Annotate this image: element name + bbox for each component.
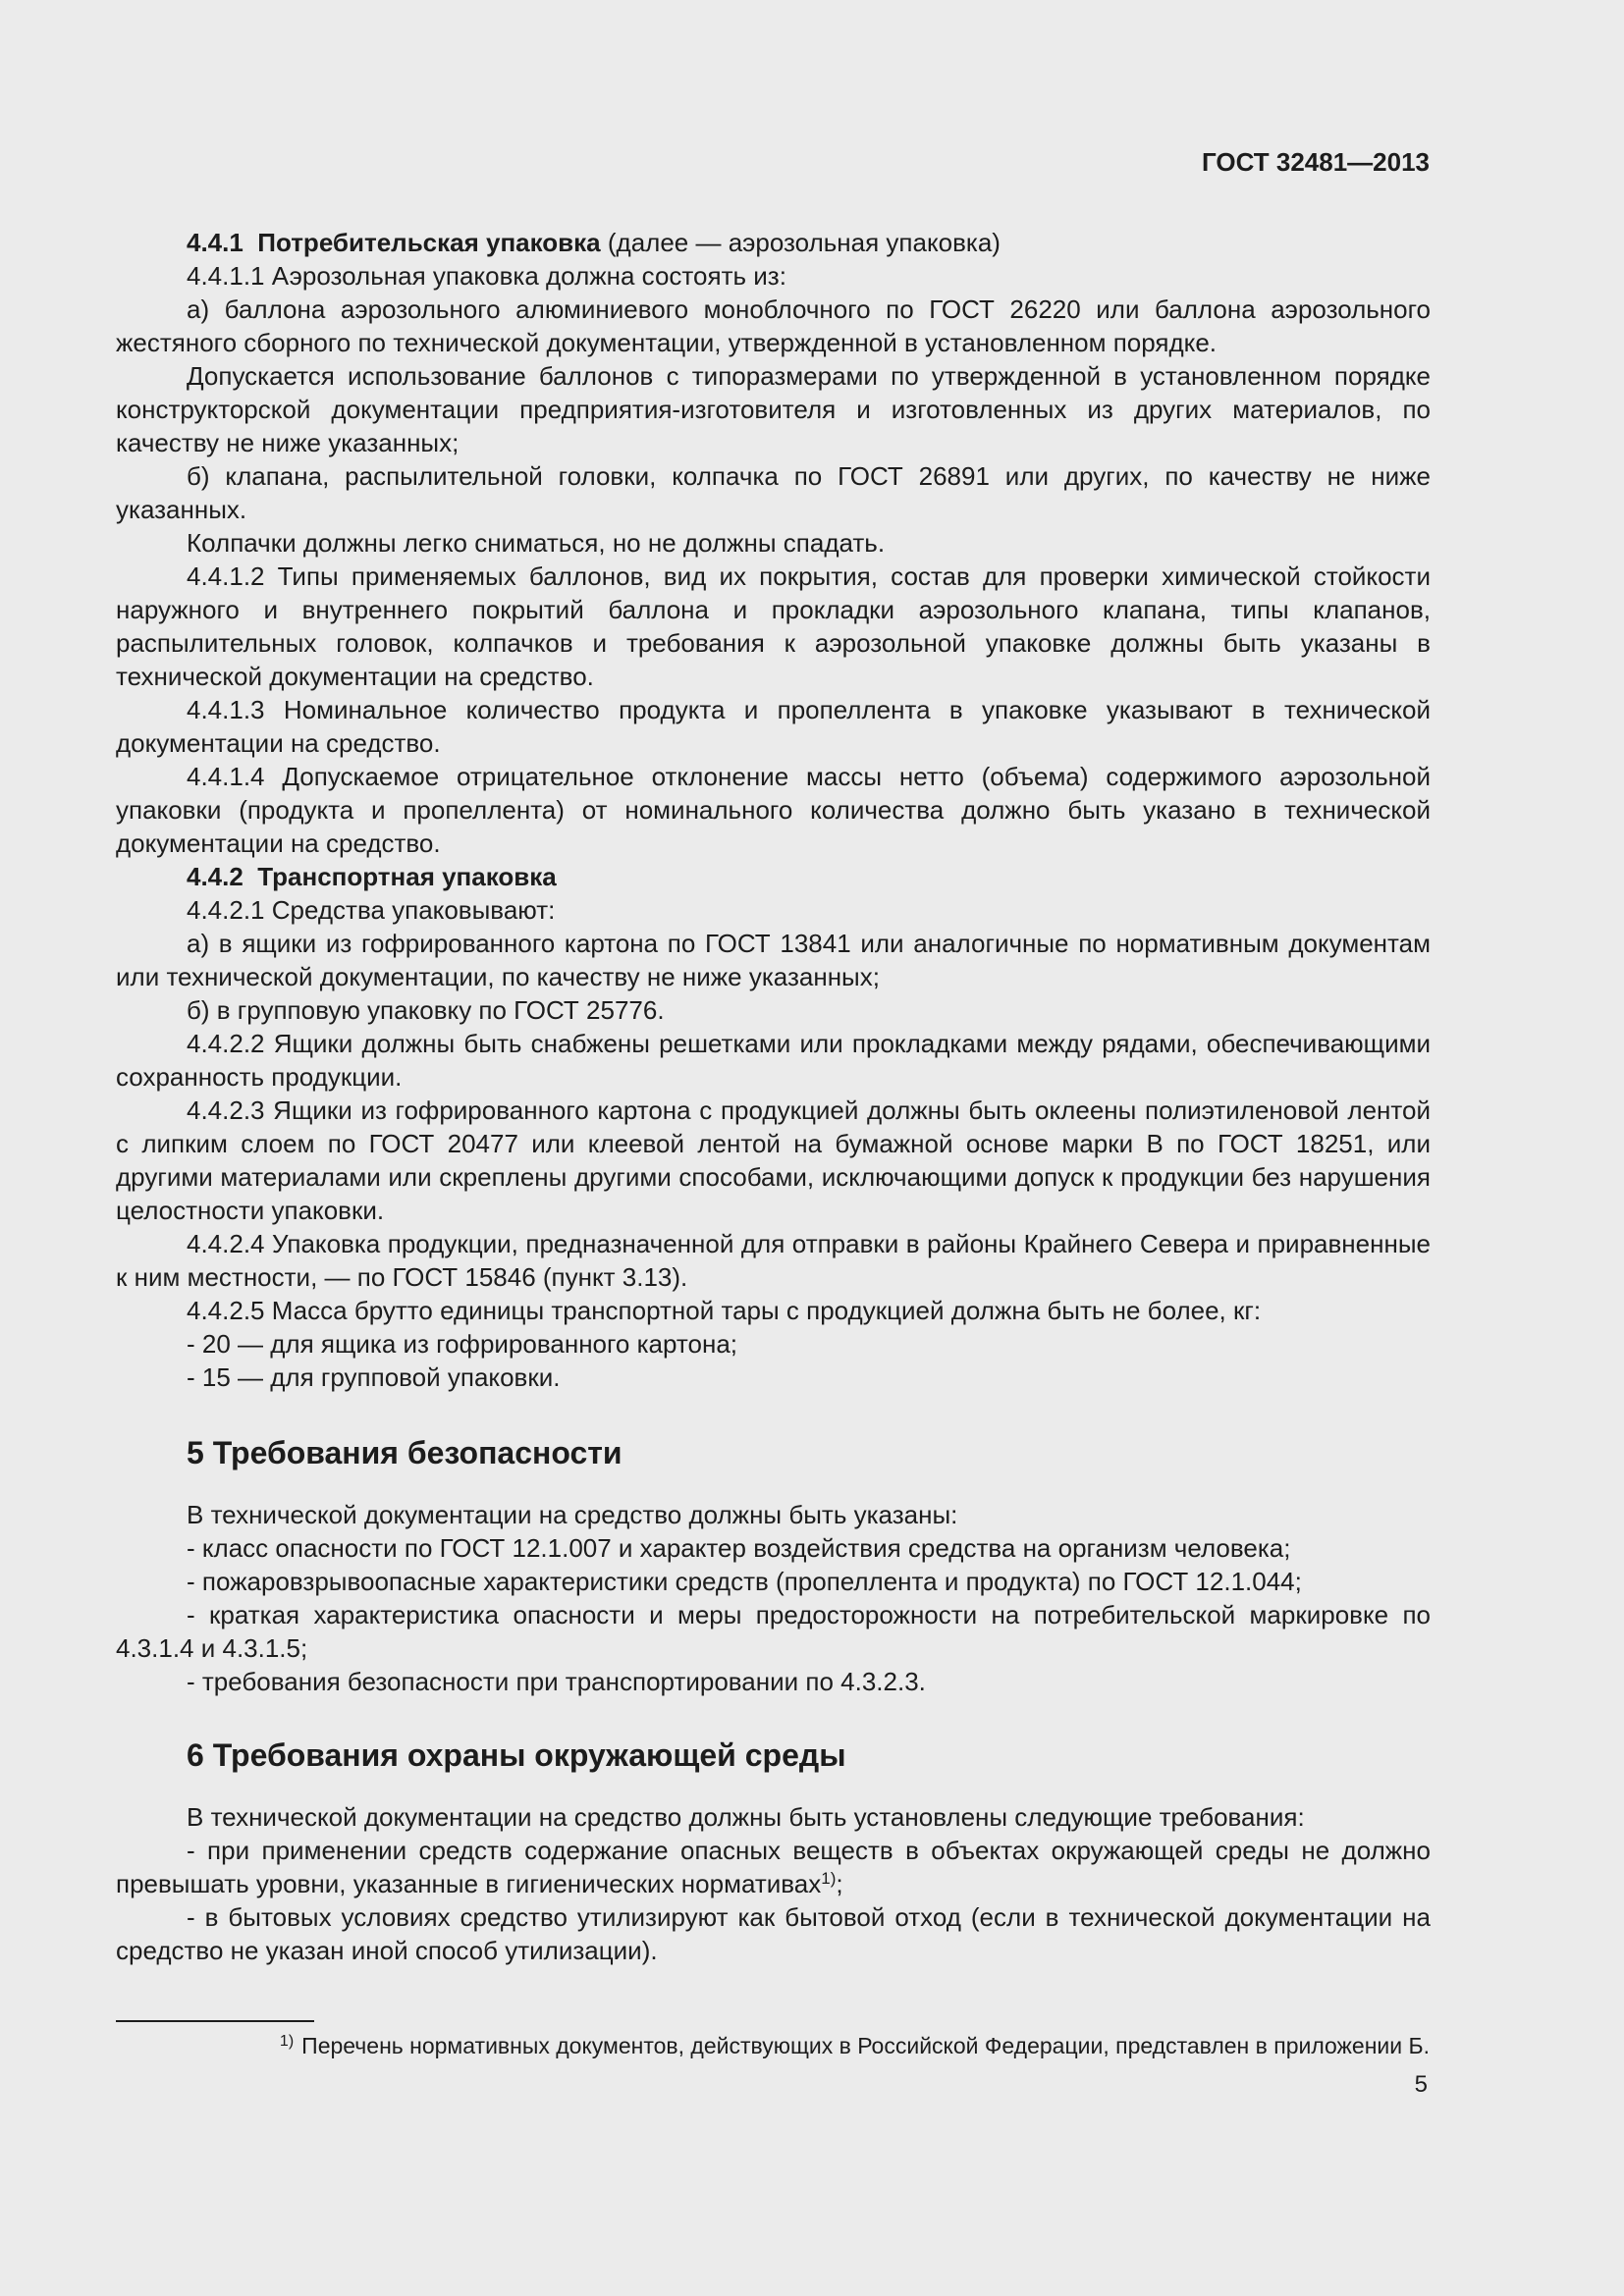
clause-4-4-2 (116, 860, 1431, 893)
clause-4-4-1-1: 4.4.1.1 Аэрозольная упаковка должна состоять из: (187, 261, 786, 291)
list-item: - пожаровзрывоопасные характеристики средств (пропеллента и продукта) по ГОСТ 12.1.044; (187, 1567, 1302, 1596)
clause-title: Транспортная упаковка (257, 862, 557, 891)
list-item: - 20 — для ящика из гофрированного картона; (187, 1329, 738, 1359)
footnote-text: Перечень нормативных документов, действующих в Российской Федерации, представлен в приложении Б. (301, 2033, 1430, 2058)
clause-4-4-2-3: 4.4.2.3 Ящики из гофрированного картона с продукцией должны быть оклеены полиэтиленовой лентой с липким слоем по ГОСТ 20477 или клеевой лентой на бумажной основе марки В по ГОСТ 18251, или другими материалами или скреплены другими способами, исключающими допуск к продукции без нарушения целостности упаковки. (116, 1095, 1431, 1225)
list-item: - 15 — для групповой упаковки. (187, 1362, 561, 1392)
item-a-boxes: а) в ящики из гофрированного картона по ГОСТ 13841 или аналогичные по нормативным документам или технической документации, по качеству не ниже указанных; (116, 929, 1431, 991)
clause-number: 4.4.2 (187, 862, 244, 891)
list-item: - в бытовых условиях средство утилизируют как бытовой отход (если в технической документации на средство не указан иной способ утилизации). (116, 1902, 1431, 1965)
list-item: - требования безопасности при транспортировании по 4.3.2.3. (187, 1667, 926, 1696)
clause-4-4-2-5: 4.4.2.5 Масса брутто единицы транспортной тары с продукцией должна быть не более, кг: (187, 1296, 1262, 1325)
clause-note: (далее — аэрозольная упаковка) (600, 228, 1001, 257)
clause-4-4-2-1: 4.4.2.1 Средства упаковывают: (187, 895, 556, 925)
paragraph-allowance: Допускается использование баллонов с типоразмерами по утвержденной в установленном порядке конструкторской документации предприятия-изготовителя и изготовленных из других материалов, по качеству не ниже указанных; (116, 361, 1431, 457)
footnote (187, 2030, 1430, 2061)
item-b-group-pack: б) в групповую упаковку по ГОСТ 25776. (187, 995, 665, 1025)
document-body (116, 226, 1431, 1967)
document-header: ГОСТ 32481—2013 (1202, 147, 1430, 177)
page-number: 5 (1414, 2071, 1428, 2098)
item-b-valve: б) клапана, распылительной головки, колпачка по ГОСТ 26891 или других, по качеству не ниже указанных. (116, 461, 1431, 524)
item-a-cylinder: а) баллона аэрозольного алюминиевого моноблочного по ГОСТ 26220 или баллона аэрозольного жестяного сборного по технической документации, утвержденной в установленном порядке. (116, 294, 1431, 357)
list-item: - краткая характеристика опасности и меры предосторожности на потребительской маркировке по 4.3.1.4 и 4.3.1.5; (116, 1600, 1431, 1663)
clause-4-4-1-3: 4.4.1.3 Номинальное количество продукта и пропеллента в упаковке указывают в технической документации на средство. (116, 695, 1431, 758)
clause-4-4-1-4: 4.4.1.4 Допускаемое отрицательное отклонение массы нетто (объема) содержимого аэрозольной упаковки (продукта и пропеллента) от номинального количества должно быть указано в технической документации на средство. (116, 762, 1431, 858)
clause-4-4-2-2: 4.4.2.2 Ящики должны быть снабжены решетками или прокладками между рядами, обеспечивающими сохранность продукции. (116, 1029, 1431, 1092)
clause-4-4-1-2: 4.4.1.2 Типы применяемых баллонов, вид их покрытия, состав для проверки химической стойкости наружного и внутреннего покрытий баллона и прокладки аэрозольного клапана, типы клапанов, распылительных головок, колпачков и требования к аэрозольной упаковке должны быть указаны в технической документации на средство. (116, 561, 1431, 691)
clause-title: Потребительская упаковка (257, 228, 601, 257)
list-item (116, 1834, 1431, 1900)
footnote-separator (116, 2020, 314, 2022)
clause-4-4-1 (116, 226, 1431, 259)
footnote-marker: 1) (279, 2033, 295, 2050)
list-item-text: - при применении средств содержание опасных веществ в объектах окружающей среды не должно превышать уровни, указанные в гигиенических нормативах (116, 1836, 1431, 1898)
section-6-intro: В технической документации на средство должны быть установлены следующие требования: (187, 1802, 1305, 1832)
paragraph-caps: Колпачки должны легко сниматься, но не должны спадать. (187, 528, 886, 558)
clause-4-4-2-4: 4.4.2.4 Упаковка продукции, предназначенной для отправки в районы Крайнего Севера и приравненные к ним местности, — по ГОСТ 15846 (пункт 3.13). (116, 1229, 1431, 1292)
section-5-intro: В технической документации на средство должны быть указаны: (187, 1500, 958, 1529)
list-item: - класс опасности по ГОСТ 12.1.007 и характер воздействия средства на организм человека; (187, 1533, 1291, 1563)
list-item-end: ; (836, 1869, 843, 1898)
footnote-reference[interactable]: 1) (821, 1869, 837, 1888)
section-5-title: 5 Требования безопасности (187, 1435, 623, 1470)
section-6-title: 6 Требования охраны окружающей среды (187, 1737, 846, 1773)
clause-number: 4.4.1 (187, 228, 244, 257)
